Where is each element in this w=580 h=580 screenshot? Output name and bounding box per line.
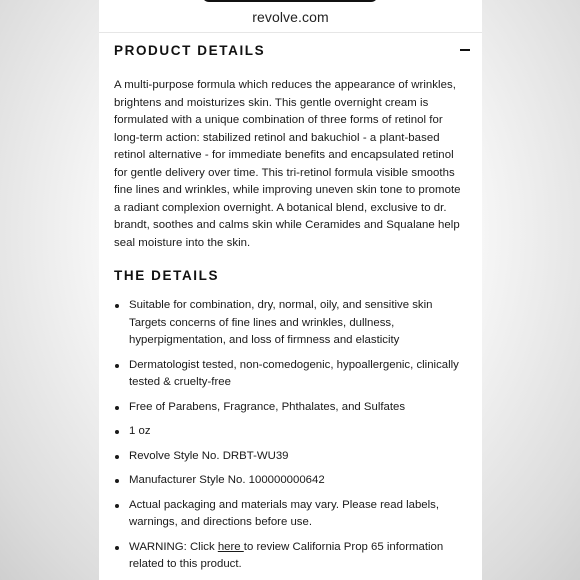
the-details-heading: THE DETAILS — [114, 268, 220, 283]
product-page-panel — [99, 0, 482, 580]
address-bar-url[interactable]: revolve.com — [252, 9, 329, 25]
details-list — [114, 297, 470, 580]
list-item: Free of Parabens, Fragrance, Phthalates, and Sulfates — [114, 399, 470, 417]
warning-prefix: WARNING: Click — [129, 540, 218, 553]
list-item: Actual packaging and materials may vary. Please read labels, warnings, and directions before use. — [114, 497, 470, 532]
add-to-bag-button-edge[interactable] — [202, 0, 378, 2]
minus-icon[interactable] — [460, 49, 470, 51]
product-description: A multi-purpose formula which reduces the appearance of wrinkles, brightens and moisturizes skin. This gentle overnight cream is formulated with a unique combination of three forms of retinol for long-term action: stabilized retinol and bakuchiol - a plant-based retinol alternative - for immediate benefits and encapsulated retinol for gentle delivery over time. This tri-retinol formula visible smooths fine lines and wrinkles, while improving uneven skin tone to promote a radiant complexion overnight. A botanical blend, exclusive to dr. brandt, soothes and calms skin while Ceramides and Squalane help seal moisture into the skin. — [114, 79, 461, 249]
list-item: Revolve Style No. DRBT-WU39 — [114, 448, 470, 466]
list-item: Suitable for combination, dry, normal, oily, and sensitive skin Targets concerns of fine lines and wrinkles, dullness, hyperpigmentation, and loss of firmness and elasticity — [114, 297, 470, 350]
list-item: Dermatologist tested, non-comedogenic, hypoallergenic, clinically tested & cruelty-free — [114, 357, 470, 392]
product-details-accordion-header[interactable] — [114, 40, 470, 60]
warning-item — [114, 539, 470, 574]
header-divider — [99, 32, 482, 33]
warning-suffix: to review California Prop 65 information related to this product. — [129, 540, 444, 570]
list-item: 1 oz — [114, 423, 470, 441]
product-details-title: PRODUCT DETAILS — [114, 42, 266, 58]
prop65-link[interactable]: here — [217, 540, 244, 553]
list-item: Manufacturer Style No. 100000000642 — [114, 472, 470, 490]
